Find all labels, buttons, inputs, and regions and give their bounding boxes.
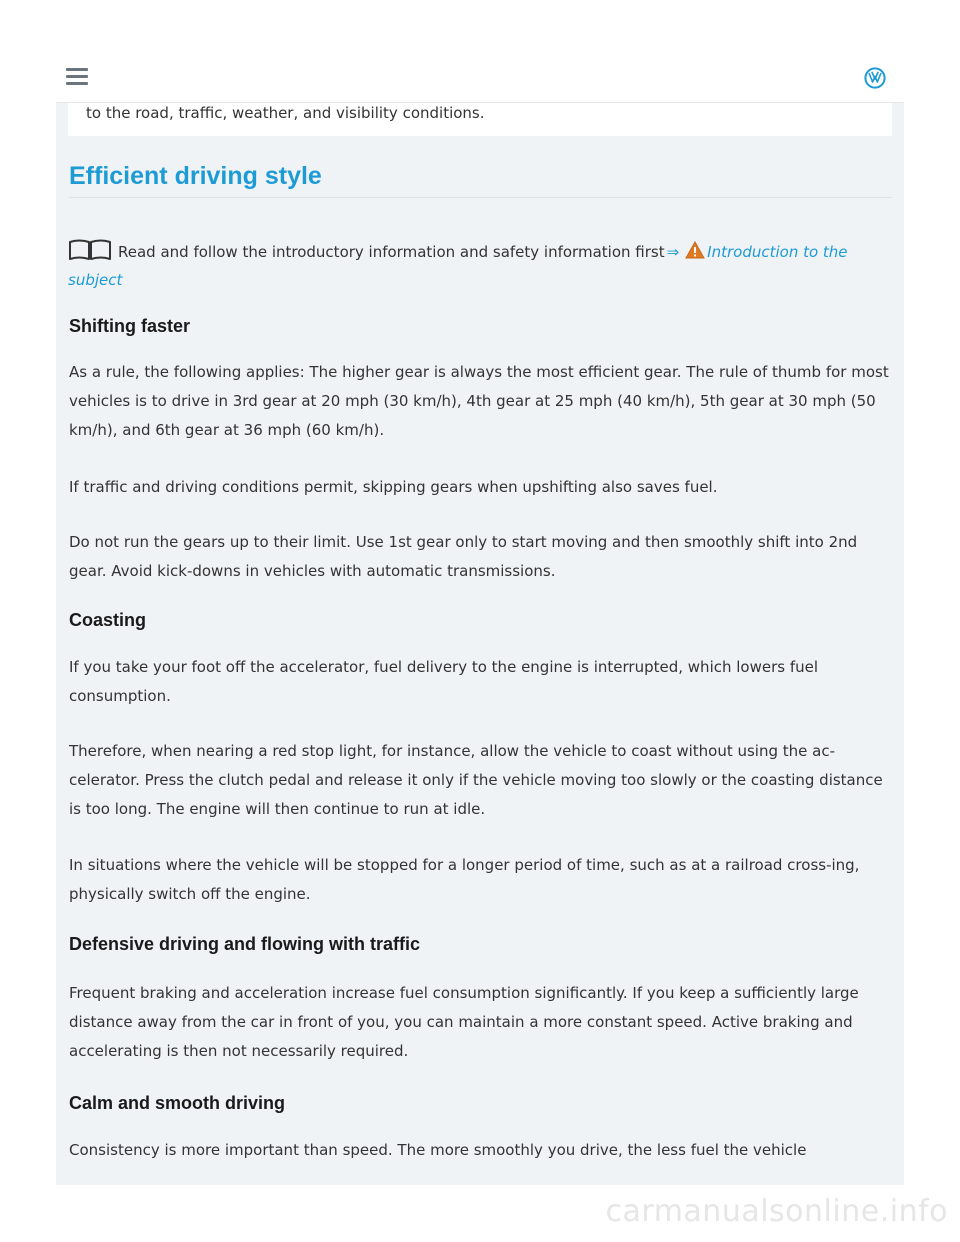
heading-calm-driving: Calm and smooth driving [69, 1093, 286, 1113]
intro-link[interactable]: Introduction to the subject [68, 243, 848, 289]
heading-coasting: Coasting [69, 610, 147, 630]
previous-text: to the road, traffic, weather, and visibility conditions. [86, 104, 485, 122]
paragraph-coasting-3: In situations where the vehicle will be stopped for a longer period of time, such as at a railroad cross-ing, physically switch off the engine. [69, 856, 860, 903]
paragraph-defensive-1: Frequent braking and acceleration increase fuel consumption significantly. If you keep a sufficiently large distance away from the car in front of you, you can maintain a more constant speed. Active braking and accelerating is then not necessarily required. [69, 984, 859, 1060]
top-bar [56, 0, 904, 103]
paragraph-coasting-2: Therefore, when nearing a red stop light, for instance, allow the vehicle to coast without using the ac-celerator. Press the clutch pedal and release it only if the vehicle moving too slowly or the coasting distance is too long. The engine will then continue to run at idle. [69, 742, 883, 818]
vw-logo-icon[interactable] [864, 67, 886, 89]
section-title: Efficient driving style [69, 162, 892, 198]
book-icon [68, 239, 112, 261]
paragraph-calm-1: Consistency is more important than speed. The more smoothly you drive, the less fuel the vehicle [69, 1141, 807, 1159]
menu-icon[interactable] [66, 68, 88, 86]
intro-note [68, 238, 892, 294]
heading-defensive-driving: Defensive driving and flowing with traffic [69, 934, 421, 954]
paragraph-shifting-1: As a rule, the following applies: The higher gear is always the most efficient gear. The rule of thumb for most vehicles is to drive in 3rd gear at 20 mph (30 km/h), 4th gear at 25 mph (40 km/h), 5th gear at 30 mph (50 km/h), and 6th gear at 36 mph (60 km/h). [69, 363, 889, 439]
paragraph-shifting-2: If traffic and driving conditions permit, skipping gears when upshifting also saves fuel. [69, 478, 718, 496]
intro-text: Read and follow the introductory information and safety information first [118, 243, 665, 261]
previous-content-box [68, 102, 892, 136]
heading-shifting-faster: Shifting faster [69, 316, 191, 336]
watermark: carmanualsonline.info [605, 1194, 948, 1229]
content-panel [56, 102, 904, 1185]
warning-icon [685, 241, 705, 259]
intro-arrow: ⇒ [666, 243, 680, 261]
paragraph-coasting-1: If you take your foot off the accelerator, fuel delivery to the engine is interrupted, which lowers fuel consumption. [69, 658, 819, 705]
paragraph-shifting-3: Do not run the gears up to their limit. Use 1st gear only to start moving and then smoothly shift into 2nd gear. Avoid kick-downs in vehicles with automatic transmissions. [69, 533, 858, 580]
